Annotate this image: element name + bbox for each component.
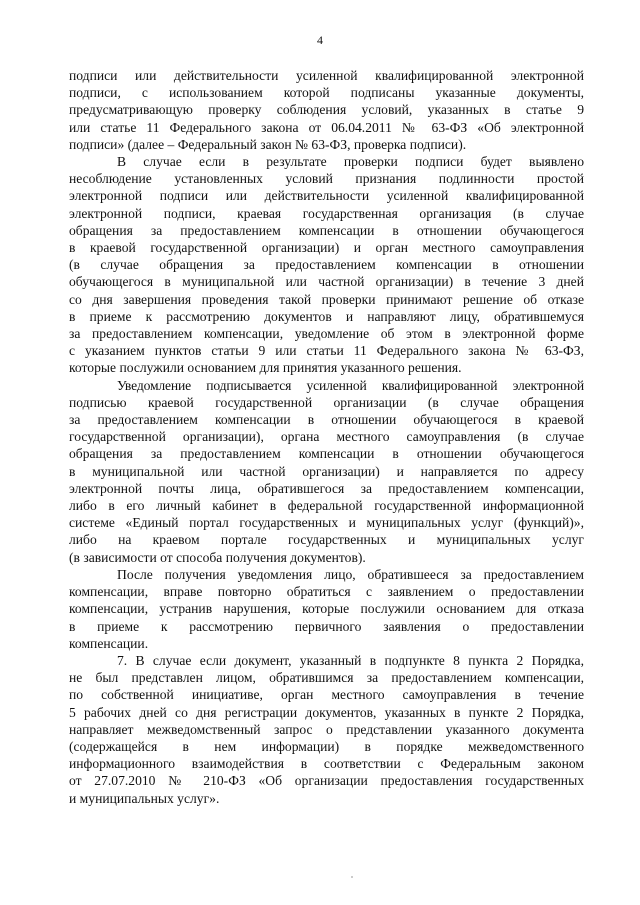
text-line: (содержащейся в нем информации) в порядке межведомственного bbox=[69, 738, 584, 754]
text-line: не был представлен лицом, обратившимся за предоставлением компенсации, bbox=[69, 670, 584, 686]
text-line: в приеме к рассмотрению документов и направляют лицу, обратившемуся bbox=[69, 308, 584, 324]
text-line: и муниципальных услуг». bbox=[69, 790, 220, 806]
text-line: подписи» (далее – Федеральный закон № 63-ФЗ, проверка подписи). bbox=[69, 136, 467, 152]
text-line: несоблюдение установленных условий признания подлинности простой bbox=[69, 171, 584, 187]
text-line: государственной организации), органа местного самоуправления (в случае bbox=[69, 429, 584, 445]
text-line: подписью краевой государственной организации (в случае обращения bbox=[69, 394, 584, 410]
text-line: за предоставлением компенсации, уведомление об этом в электронной форме bbox=[69, 326, 584, 342]
text-line: (в случае обращения за предоставлением компенсации в отношении bbox=[69, 257, 584, 273]
text-line: или статье 11 Федерального закона от 06.04.2011 № 63-ФЗ «Об электронной bbox=[69, 119, 584, 135]
text-line: системе «Единый портал государственных и муниципальных услуг (функций)», bbox=[69, 515, 584, 531]
paragraph bbox=[69, 67, 584, 153]
text-line: компенсации, устранив нарушения, которые послужили основанием для отказа bbox=[69, 601, 584, 617]
text-line: направляет межведомственный запрос о представлении указанного документа bbox=[69, 721, 584, 737]
text-line: предусматривающую проверку соблюдения условий, указанных в статье 9 bbox=[69, 102, 584, 118]
text-line: со дня завершения проведения такой проверки принимают решение об отказе bbox=[69, 291, 584, 307]
text-line: в муниципальной или частной организации) и направляется по адресу bbox=[69, 463, 584, 479]
text-line: с указанием пунктов статьи 9 или статьи 11 Федерального закона № 63-ФЗ, bbox=[69, 343, 584, 359]
text-line: в приеме к рассмотрению первичного заявления о предоставлении bbox=[69, 618, 584, 634]
text-line: по собственной инициативе, орган местного самоуправления в течение bbox=[69, 687, 584, 703]
text-line: электронной почты лица, обратившегося за предоставлением компенсации, bbox=[69, 480, 584, 496]
paragraph bbox=[69, 153, 584, 377]
text-line: информационного взаимодействия в соответствии с Федеральным законом bbox=[69, 756, 584, 772]
text-line: либо в его личный кабинет в федеральной государственной информационной bbox=[69, 498, 584, 514]
text-line: После получения уведомления лицо, обратившееся за предоставлением bbox=[117, 566, 584, 582]
document-body bbox=[69, 67, 584, 807]
scan-artifact bbox=[351, 876, 353, 878]
text-line: подписи, с использованием которой подписаны указанные документы, bbox=[69, 85, 584, 101]
text-line: 5 рабочих дней со дня регистрации документов, указанных в пункте 2 Порядка, bbox=[69, 704, 584, 720]
text-line: компенсации, вправе повторно обратиться с заявлением о предоставлении bbox=[69, 584, 584, 600]
text-line: В случае если в результате проверки подписи будет выявлено bbox=[117, 154, 584, 170]
text-line: компенсации. bbox=[69, 635, 149, 651]
text-line: (в зависимости от способа получения документов). bbox=[69, 549, 366, 565]
text-line: Уведомление подписывается усиленной квалифицированной электронной bbox=[117, 377, 584, 393]
text-line: электронной подписи, краевая государственная организация (в случае bbox=[69, 205, 584, 221]
text-line: либо на краевом портале государственных и муниципальных услуг bbox=[69, 532, 584, 548]
text-line: электронной подписи или действительности усиленной квалифицированной bbox=[69, 188, 584, 204]
text-line: 7. В случае если документ, указанный в подпункте 8 пункта 2 Порядка, bbox=[117, 652, 584, 668]
text-line: обращения за предоставлением компенсации в отношении обучающегося bbox=[69, 446, 584, 462]
text-line: которые послужили основанием для принятия указанного решения. bbox=[69, 360, 462, 376]
text-line: обучающегося в муниципальной или частной организации) в течение 3 дней bbox=[69, 274, 584, 290]
text-line: от 27.07.2010 № 210-ФЗ «Об организации предоставления государственных bbox=[69, 773, 584, 789]
text-line: за предоставлением компенсации в отношении обучающегося в краевой bbox=[69, 412, 584, 428]
paragraph bbox=[69, 566, 584, 652]
page-number: 4 bbox=[317, 33, 323, 47]
text-line: в краевой государственной организации) и орган местного самоуправления bbox=[69, 240, 584, 256]
paragraph bbox=[69, 377, 584, 566]
text-line: обращения за предоставлением компенсации в отношении обучающегося bbox=[69, 222, 584, 238]
paragraph bbox=[69, 652, 584, 807]
text-line: подписи или действительности усиленной квалифицированной электронной bbox=[69, 68, 584, 83]
